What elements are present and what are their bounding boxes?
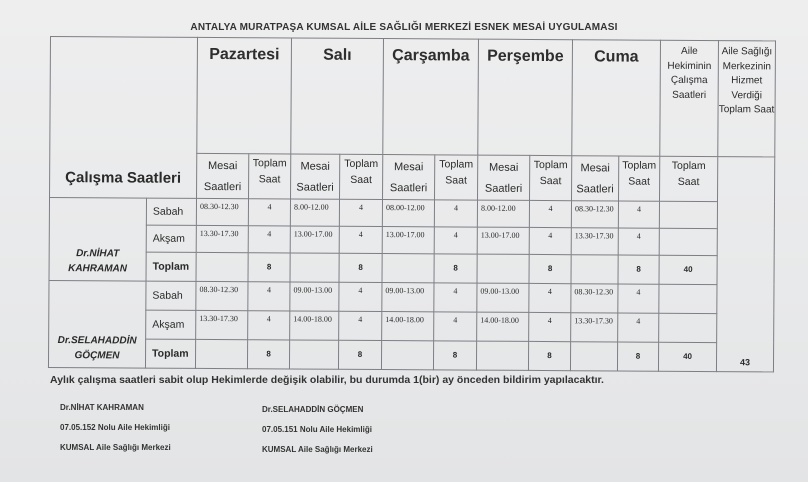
saat-cell: 4 xyxy=(529,312,571,341)
signature-block-1 xyxy=(60,398,171,458)
saat-cell: 4 xyxy=(339,282,382,311)
mesai-cell: 14.00-18.00 xyxy=(290,311,339,340)
mesai-saatleri-header: Mesai Saatleri xyxy=(291,154,340,199)
mesai-cell: 09.00-13.00 xyxy=(382,282,434,311)
signature-name: Dr.SELAHADDİN GÖÇMEN xyxy=(262,405,364,414)
saat-cell: 4 xyxy=(529,227,571,254)
saat-cell: 4 xyxy=(434,283,477,312)
saat-cell: 4 xyxy=(618,284,659,313)
mesai-cell: 13.00-17.00 xyxy=(382,226,434,253)
doctor-name: Dr.SELAHADDİN GÖÇMEN xyxy=(48,280,146,368)
daily-total-cell: 8 xyxy=(338,340,381,369)
mesai-cell: 08.00-12.00 xyxy=(382,199,434,226)
mesai-cell: 09.00-13.00 xyxy=(477,283,529,312)
day-header-carsamba: Çarşamba xyxy=(383,39,479,156)
table-row xyxy=(49,280,774,313)
hekim-toplam-saat-header: Toplam Saat xyxy=(660,156,718,201)
shift-label-aksam: Akşam xyxy=(146,310,196,339)
mesai-cell: 13.30-17.30 xyxy=(196,225,248,252)
shift-label-toplam: Toplam xyxy=(146,252,196,281)
saat-cell: 4 xyxy=(248,198,290,225)
shift-label-toplam: Toplam xyxy=(145,339,195,368)
mesai-cell: 08.30-12.30 xyxy=(196,198,248,225)
empty-cell xyxy=(289,340,338,369)
saat-cell: 4 xyxy=(248,225,290,252)
daily-total-cell: 8 xyxy=(247,339,289,368)
mesai-cell: 08.30-12.30 xyxy=(196,281,248,310)
aile-hekimi-saatleri-header: Aile Hekiminin Çalışma Saatleri xyxy=(660,40,719,156)
shift-label-sabah: Sabah xyxy=(146,281,196,310)
empty-cell xyxy=(659,201,717,228)
mesai-cell: 13.30-17.30 xyxy=(571,312,618,341)
empty-cell xyxy=(659,284,717,313)
mesai-cell: 08.30-12.30 xyxy=(571,200,618,227)
mesai-cell: 8.00-12.00 xyxy=(477,200,529,227)
empty-cell xyxy=(196,252,248,281)
daily-total-cell: 8 xyxy=(433,341,476,370)
daily-total-cell: 8 xyxy=(529,254,571,283)
signature-center: KUMSAL Aile Sağlığı Merkezi xyxy=(262,445,373,454)
empty-cell xyxy=(382,253,434,282)
toplam-saat-header: Toplam Saat xyxy=(340,154,383,199)
mesai-cell: 13.00-17.00 xyxy=(477,227,529,254)
saat-cell: 4 xyxy=(434,227,477,254)
empty-cell xyxy=(659,313,717,342)
toplam-saat-header: Toplam Saat xyxy=(435,155,478,200)
footnote: Aylık çalışma saatleri sabit olup Hekimlerde değişik olabilir, bu durumda 1(bir) ay önceden bildirim yapılacaktır. xyxy=(50,374,604,386)
shift-label-aksam: Akşam xyxy=(146,225,196,252)
table-row xyxy=(49,309,774,342)
asm-total-cell: 43 xyxy=(716,157,774,372)
schedule-table xyxy=(48,36,776,372)
mesai-cell: 14.00-18.00 xyxy=(382,311,434,340)
mesai-cell: 09.00-13.00 xyxy=(290,282,339,311)
saat-cell: 4 xyxy=(434,200,477,227)
mesai-saatleri-header: Mesai Saatleri xyxy=(383,155,435,200)
empty-cell xyxy=(477,254,529,283)
signature-unit: 07.05.152 Nolu Aile Hekimliği xyxy=(60,423,170,432)
daily-total-cell: 8 xyxy=(434,254,477,283)
table-row xyxy=(49,251,774,284)
saat-cell: 4 xyxy=(248,310,290,339)
saat-cell: 4 xyxy=(434,312,477,341)
weekly-total-cell: 40 xyxy=(659,255,717,284)
mesai-cell: 8.00-12.00 xyxy=(290,199,339,226)
signature-name: Dr.NİHAT KAHRAMAN xyxy=(60,403,144,412)
day-header-pazartesi: Pazartesi xyxy=(197,37,292,154)
daily-total-cell: 8 xyxy=(618,255,659,284)
doctor-name: Dr.NİHAT KAHRAMAN xyxy=(49,197,147,281)
toplam-saat-header: Toplam Saat xyxy=(530,155,572,200)
saat-cell: 4 xyxy=(339,226,382,253)
daily-total-cell: 8 xyxy=(339,253,382,282)
toplam-saat-header: Toplam Saat xyxy=(619,156,660,201)
shift-label-sabah: Sabah xyxy=(146,198,196,225)
mesai-cell: 08.30-12.30 xyxy=(571,283,618,312)
day-header-persembe: Perşembe xyxy=(478,39,573,156)
signature-block-2 xyxy=(262,400,373,460)
saat-cell: 4 xyxy=(248,281,290,310)
mesai-saatleri-header: Mesai Saatleri xyxy=(197,153,249,198)
toplam-saat-header: Toplam Saat xyxy=(249,154,291,199)
signature-unit: 07.05.151 Nolu Aile Hekimliği xyxy=(262,425,372,434)
weekly-total-cell: 40 xyxy=(658,342,716,371)
day-header-sali: Salı xyxy=(291,38,384,155)
mesai-saatleri-header: Mesai Saatleri xyxy=(572,156,619,201)
document-title: ANTALYA MURATPAŞA KUMSAL AİLE SAĞLIĞI MERKEZİ ESNEK MESAİ UYGULAMASI xyxy=(190,22,618,33)
mesai-cell: 13.00-17.00 xyxy=(290,226,339,253)
day-header-cuma: Cuma xyxy=(572,40,661,157)
empty-cell xyxy=(570,341,617,370)
saat-cell: 4 xyxy=(529,283,571,312)
daily-total-cell: 8 xyxy=(617,342,658,371)
saat-cell: 4 xyxy=(339,199,382,226)
empty-cell xyxy=(476,341,528,370)
calisma-saatleri-header: Çalışma Saatleri xyxy=(50,37,198,199)
saat-cell: 4 xyxy=(529,200,571,227)
asm-toplam-saat-header: Aile Sağlığı Merkezinin Hizmet Verdiği Toplam Saat xyxy=(718,41,776,157)
daily-total-cell: 8 xyxy=(248,252,290,281)
mesai-cell: 14.00-18.00 xyxy=(477,312,529,341)
mesai-saatleri-header: Mesai Saatleri xyxy=(478,155,530,200)
empty-cell xyxy=(290,253,339,282)
empty-cell xyxy=(571,254,618,283)
signature-center: KUMSAL Aile Sağlığı Merkezi xyxy=(60,443,171,452)
empty-cell xyxy=(659,228,717,255)
saat-cell: 4 xyxy=(618,228,659,255)
empty-cell xyxy=(381,340,433,369)
empty-cell xyxy=(195,339,247,368)
mesai-cell: 13.30-17.30 xyxy=(571,227,618,254)
saat-cell: 4 xyxy=(618,201,659,228)
saat-cell: 4 xyxy=(339,311,382,340)
daily-total-cell: 8 xyxy=(528,341,570,370)
mesai-cell: 13.30-17.30 xyxy=(196,310,248,339)
table-row xyxy=(48,338,773,371)
saat-cell: 4 xyxy=(618,313,659,342)
